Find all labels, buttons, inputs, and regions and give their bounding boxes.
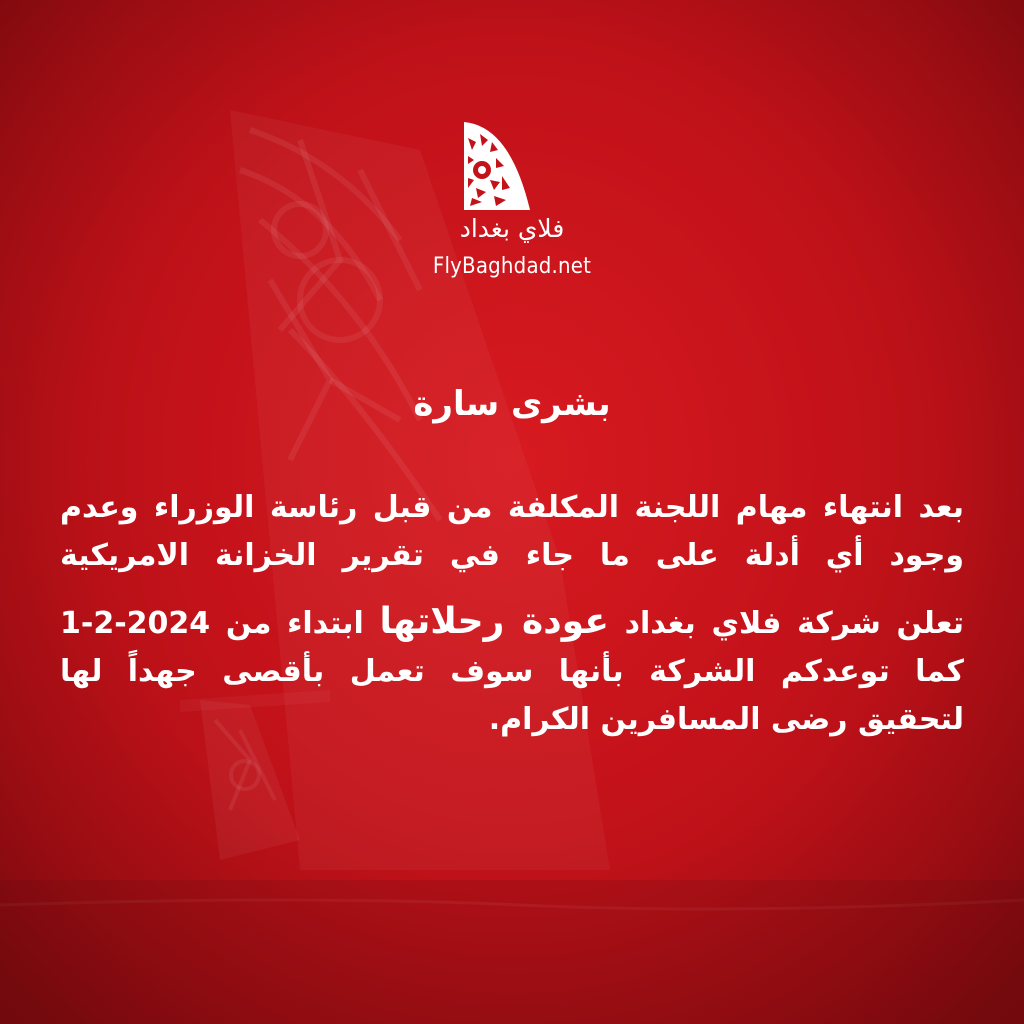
brand-website: FlyBaghdad.net [432, 254, 592, 279]
fly-baghdad-tail-logo-icon [460, 118, 534, 214]
paragraph-1-line-1: بعد انتهاء مهام اللجنة المكلفة من قبل رئاسة الوزراء وعدم [60, 490, 964, 525]
paragraph-2-line-2: كما توعدكم الشركة بأنها سوف تعمل بأقصى جهداً لها [60, 654, 964, 689]
brand-name-arabic: فلاي بغداد [459, 214, 565, 243]
paragraph-1 [60, 484, 964, 580]
starting-from: ابتداء من [225, 606, 364, 641]
return-of-flights-emphasis: عودة رحلاتها [379, 601, 609, 642]
announcement-intro: تعلن شركة فلاي بغداد [624, 606, 964, 641]
brand-logo [0, 118, 1024, 288]
headline: بشرى سارة [413, 384, 611, 424]
paragraph-2-line-3: لتحقيق رضى المسافرين الكرام. [488, 702, 964, 737]
paragraph-1-line-2: وجود أي أدلة على ما جاء في تقرير الخزانة الامريكية [60, 538, 964, 573]
paragraph-2-line-1 [60, 598, 964, 648]
paragraph-2 [60, 598, 964, 744]
start-date: 1-2-2024 [60, 606, 211, 641]
